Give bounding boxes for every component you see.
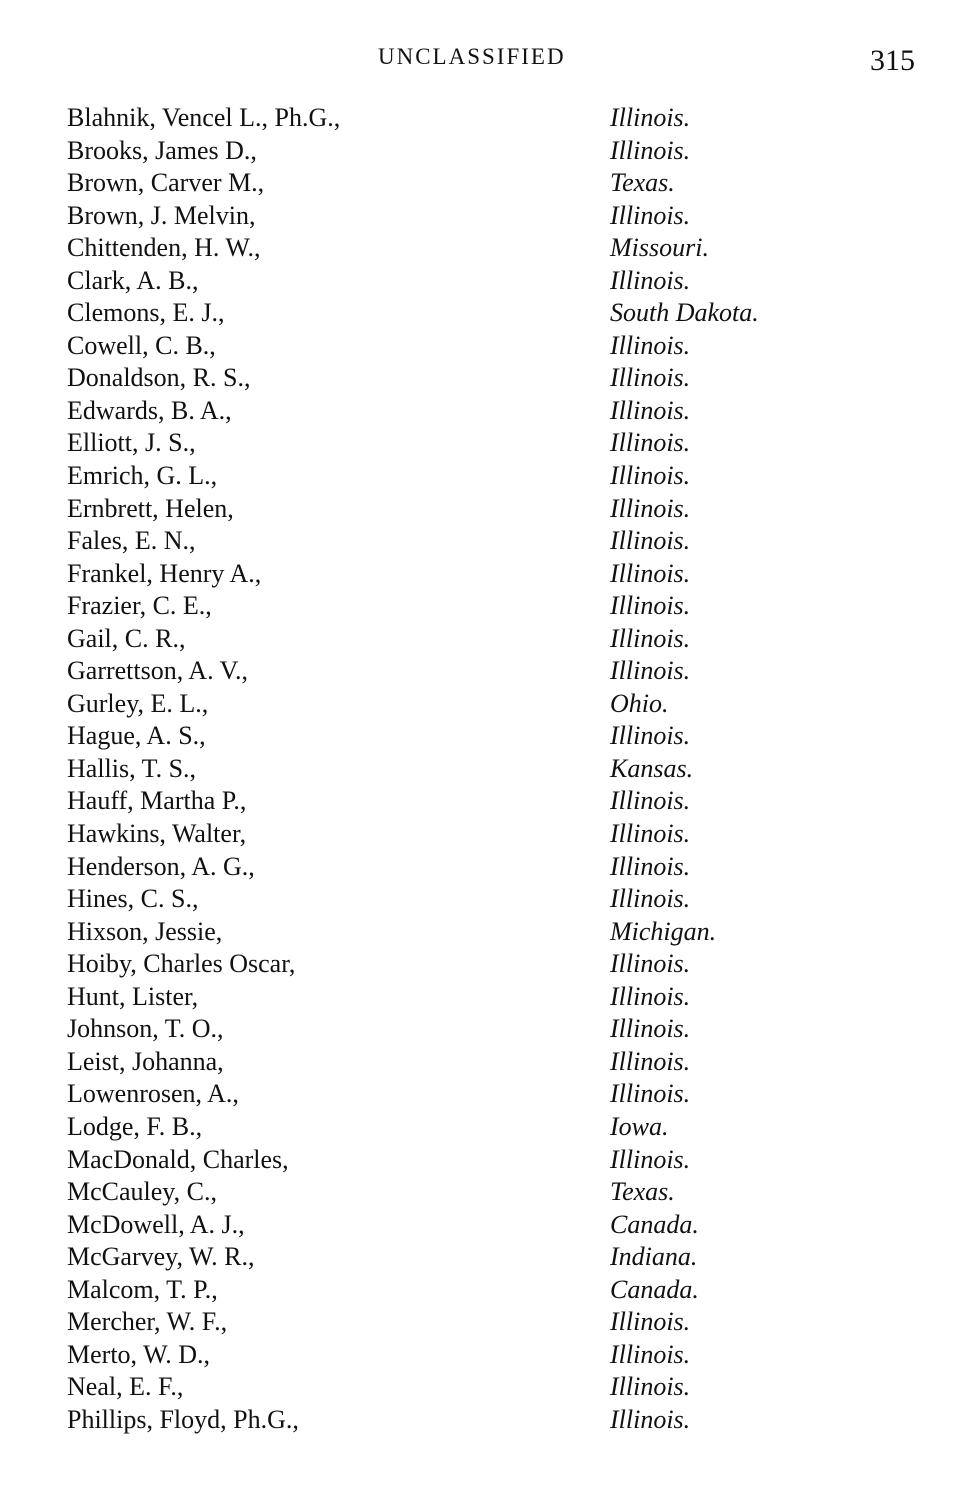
list-item xyxy=(0,330,974,363)
entry-place: Kansas. xyxy=(610,753,694,783)
entry-name: Hague, A. S., xyxy=(67,721,206,751)
list-item xyxy=(0,1013,974,1046)
entry-name: Gurley, E. L., xyxy=(67,688,209,718)
list-item xyxy=(0,200,974,233)
entry-place: Ohio. xyxy=(610,688,669,718)
list-item xyxy=(0,1274,974,1307)
entry-name: Brown, J. Melvin, xyxy=(67,200,256,230)
entry-name: Blahnik, Vencel L., Ph.G., xyxy=(67,103,341,132)
list-item xyxy=(0,688,974,721)
entry-name: Garrettson, A. V., xyxy=(67,656,249,686)
entry-place: Illinois. xyxy=(610,1307,691,1337)
list-item xyxy=(0,395,974,428)
list-item xyxy=(0,135,974,168)
list-item xyxy=(0,460,974,493)
entry-place: Illinois. xyxy=(610,786,691,816)
list-item xyxy=(0,981,974,1014)
entry-place: Illinois. xyxy=(610,1046,691,1076)
entry-name: Leist, Johanna, xyxy=(67,1046,224,1076)
entry-place: Missouri. xyxy=(610,233,709,263)
list-item xyxy=(0,525,974,558)
entry-name: Emrich, G. L., xyxy=(67,461,218,491)
entry-place: Illinois. xyxy=(610,591,691,621)
entry-place: Illinois. xyxy=(610,330,691,360)
entry-name: Neal, E. F., xyxy=(67,1372,184,1402)
list-item xyxy=(0,1209,974,1242)
entry-place: Texas. xyxy=(610,1177,675,1207)
list-item xyxy=(0,558,974,591)
entry-name: Johnson, T. O., xyxy=(67,1014,224,1044)
entry-name: Merto, W. D., xyxy=(67,1339,210,1369)
entry-name: McCauley, C., xyxy=(67,1177,217,1207)
entry-name: Gail, C. R., xyxy=(67,623,186,653)
entry-name: Mercher, W. F., xyxy=(67,1307,228,1337)
list-item xyxy=(0,265,974,298)
entry-name: Henderson, A. G., xyxy=(67,851,255,881)
list-item xyxy=(0,655,974,688)
entry-name: Hunt, Lister, xyxy=(67,981,199,1011)
entry-place: Illinois. xyxy=(610,1144,691,1174)
list-item xyxy=(0,1176,974,1209)
entry-place: Iowa. xyxy=(610,1111,669,1141)
entry-place: Illinois. xyxy=(610,363,691,393)
list-item xyxy=(0,623,974,656)
entry-place: Illinois. xyxy=(610,1339,691,1369)
list-item xyxy=(0,590,974,623)
entry-name: Malcom, T. P., xyxy=(67,1274,218,1304)
entry-place: Illinois. xyxy=(610,819,691,849)
entry-place: Illinois. xyxy=(610,526,691,556)
list-item xyxy=(0,1046,974,1079)
list-item xyxy=(0,1306,974,1339)
list-item xyxy=(0,1078,974,1111)
entry-name: Lowenrosen, A., xyxy=(67,1079,239,1109)
list-item xyxy=(0,753,974,786)
entry-name: McDowell, A. J., xyxy=(67,1209,245,1239)
entry-place: Illinois. xyxy=(610,1372,691,1402)
entry-place: Illinois. xyxy=(610,135,691,165)
entry-name: Elliott, J. S., xyxy=(67,428,196,458)
entry-name: Frazier, C. E., xyxy=(67,591,212,621)
entry-place: Illinois. xyxy=(610,558,691,588)
list-item xyxy=(0,916,974,949)
list-item xyxy=(0,1144,974,1177)
entry-place: Canada. xyxy=(610,1274,699,1304)
entry-name: Edwards, B. A., xyxy=(67,395,232,425)
entry-name: Brown, Carver M., xyxy=(67,168,265,198)
list-item xyxy=(0,818,974,851)
entry-place: Illinois. xyxy=(610,265,691,295)
entry-place: South Dakota. xyxy=(610,298,759,328)
list-item xyxy=(0,1111,974,1144)
list-item xyxy=(0,1404,974,1437)
entry-name: Phillips, Floyd, Ph.G., xyxy=(67,1404,299,1434)
entry-name: Clemons, E. J., xyxy=(67,298,225,328)
entry-name: Frankel, Henry A., xyxy=(67,558,262,588)
entry-name: Fales, E. N., xyxy=(67,526,196,556)
entry-name: Hallis, T. S., xyxy=(67,753,197,783)
list-item xyxy=(0,427,974,460)
list-item xyxy=(0,720,974,753)
entry-place: Illinois. xyxy=(610,103,691,132)
entry-place: Michigan. xyxy=(610,916,717,946)
entry-place: Illinois. xyxy=(610,981,691,1011)
entry-name: Hawkins, Walter, xyxy=(67,819,247,849)
page-number: 315 xyxy=(870,44,915,77)
list-item xyxy=(0,948,974,981)
entry-name: McGarvey, W. R., xyxy=(67,1242,255,1272)
entry-name: Hines, C. S., xyxy=(67,884,199,914)
entry-name: Hixson, Jessie, xyxy=(67,916,223,946)
list-item xyxy=(0,102,974,135)
entry-place: Illinois. xyxy=(610,461,691,491)
entry-place: Illinois. xyxy=(610,851,691,881)
running-head: UNCLASSIFIED xyxy=(378,44,566,69)
entry-place: Illinois. xyxy=(610,1014,691,1044)
entry-place: Indiana. xyxy=(610,1242,698,1272)
entry-name: Lodge, F. B., xyxy=(67,1111,203,1141)
entry-name: Brooks, James D., xyxy=(67,135,257,165)
entry-place: Canada. xyxy=(610,1209,699,1239)
entry-place: Illinois. xyxy=(610,623,691,653)
entry-list xyxy=(0,102,974,1436)
entry-place: Illinois. xyxy=(610,428,691,458)
list-item xyxy=(0,297,974,330)
entry-name: Hoiby, Charles Oscar, xyxy=(67,949,296,979)
list-item xyxy=(0,167,974,200)
list-item xyxy=(0,883,974,916)
entry-place: Illinois. xyxy=(610,1079,691,1109)
list-item xyxy=(0,1339,974,1372)
entry-name: MacDonald, Charles, xyxy=(67,1144,289,1174)
list-item xyxy=(0,1371,974,1404)
entry-place: Texas. xyxy=(610,168,675,198)
entry-name: Donaldson, R. S., xyxy=(67,363,251,393)
entry-place: Illinois. xyxy=(610,200,691,230)
entry-place: Illinois. xyxy=(610,395,691,425)
entry-place: Illinois. xyxy=(610,721,691,751)
list-item xyxy=(0,362,974,395)
entry-name: Hauff, Martha P., xyxy=(67,786,247,816)
list-item xyxy=(0,493,974,526)
list-item xyxy=(0,1241,974,1274)
list-item xyxy=(0,232,974,265)
entry-place: Illinois. xyxy=(610,884,691,914)
entry-place: Illinois. xyxy=(610,656,691,686)
list-item xyxy=(0,851,974,884)
entry-name: Cowell, C. B., xyxy=(67,330,216,360)
entry-name: Clark, A. B., xyxy=(67,265,199,295)
entry-place: Illinois. xyxy=(610,949,691,979)
entry-name: Ernbrett, Helen, xyxy=(67,493,234,523)
entry-place: Illinois. xyxy=(610,493,691,523)
entry-name: Chittenden, H. W., xyxy=(67,233,261,263)
list-item xyxy=(0,785,974,818)
entry-place: Illinois. xyxy=(610,1404,691,1434)
